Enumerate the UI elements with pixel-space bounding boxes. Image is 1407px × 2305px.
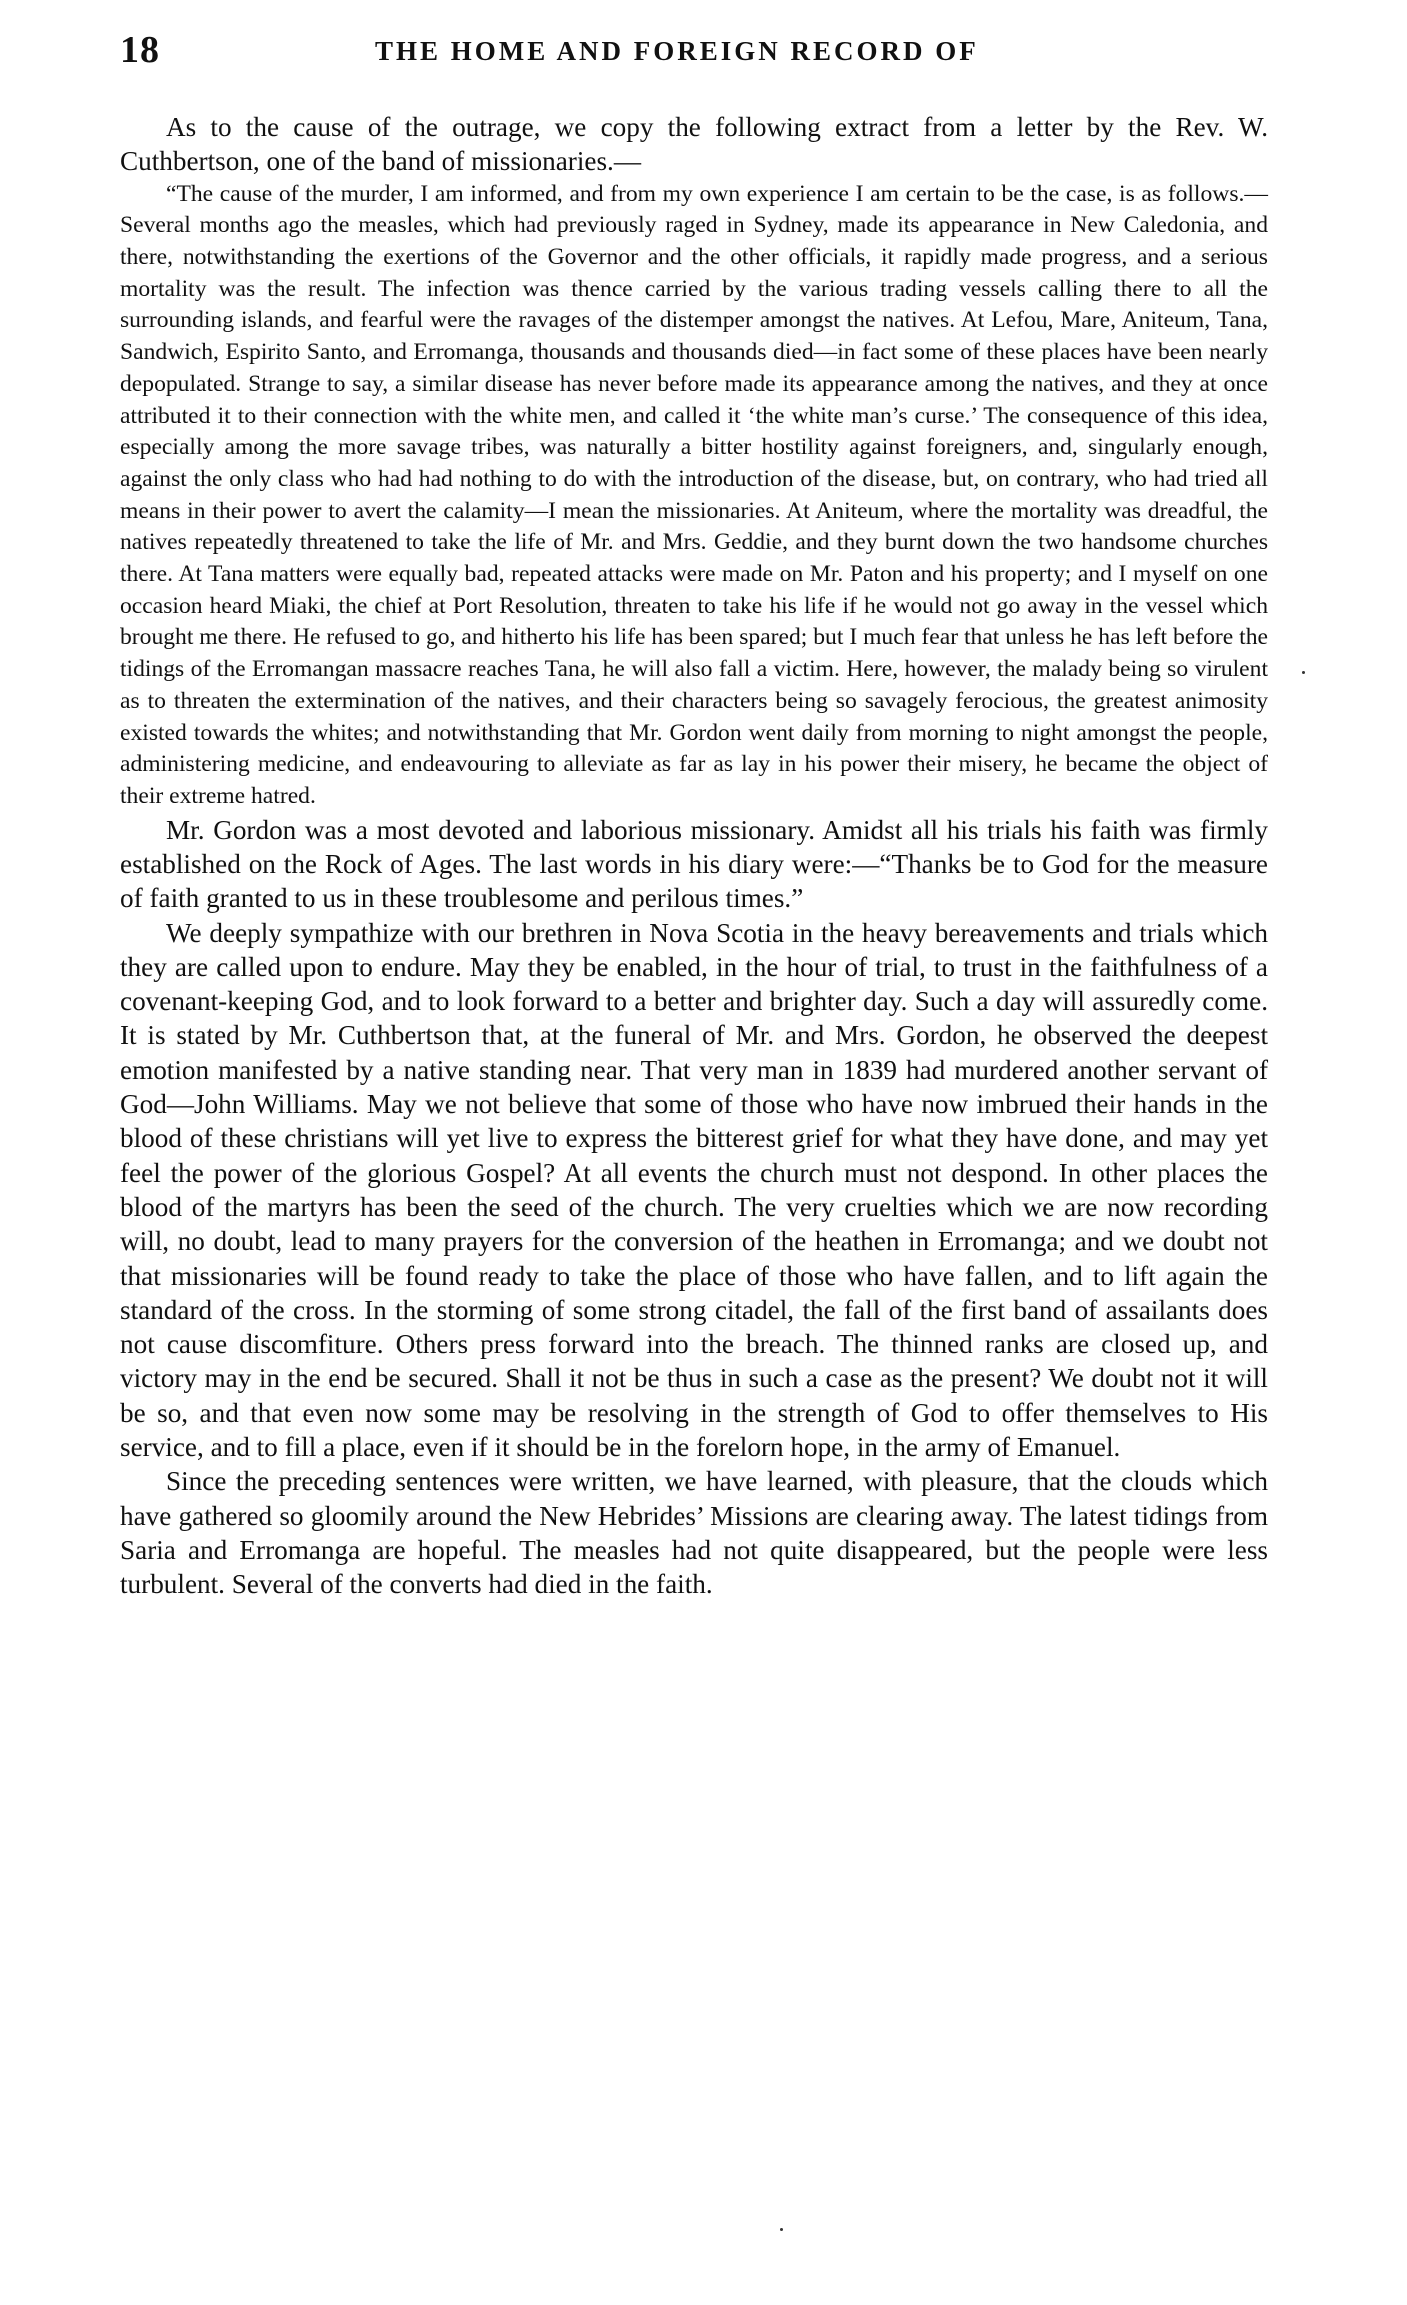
quoted-letter-paragraph: “The cause of the murder, I am informed, and from my own experience I am certain to be the case, is as follows.—Several months ago the measles, which had previously raged in Sydney, made its appearance in New Caledonia, and there, notwithstanding the exertions of the Governor and the other officials, it rapidly made progress, and a serious mortality was the result. The infection was thence carried by the various trading vessels calling there to all the surrounding islands, and fearful were the ravages of the distemper amongst the natives. At Lefou, Mare, Aniteum, Tana, Sandwich, Espirito Santo, and Erromanga, thousands and thousands died—in fact some of these places have been nearly depopulated. Strange to say, a similar disease has never before made its appearance among the natives, and they at once attributed it to their connection with the white men, and called it ‘the white man’s curse.’ The consequence of this idea, especially among the more savage tribes, was naturally a bitter hostility against foreigners, and, singularly enough, against the only class who had had nothing to do with the introduction of the disease, but, on contrary, who had tried all means in their power to avert the calamity—I mean the missionaries. At Aniteum, where the mortality was dreadful, the natives repeatedly threatened to take the life of Mr. and Mrs. Geddie, and they burnt down the two handsome churches there. At Tana matters were equally bad, repeated attacks were made on Mr. Paton and his property; and I myself on one occasion heard Miaki, the chief at Port Resolution, threaten to take his life if he would not go away in the vessel which brought me there. He refused to go, and hitherto his life has been spared; but I much fear that unless he has left before the tidings of the Erromangan massacre reaches Tana, he will also fall a victim. Here, however, the malady being so virulent as to threaten the extermination of the natives, and their characters being so savagely ferocious, the greatest animosity existed towards the whites; and notwithstanding that Mr. Gordon went daily from morning to night amongst the people, administering medicine, and endeavouring to alleviate as far as lay in his power their misery, he became the object of their extreme hatred. bbox=[120, 180, 1268, 809]
paragraph-gordon: Mr. Gordon was a most devoted and laborious missionary. Amidst all his trials his faith was firmly established on the Rock of Ages. The last words in his diary were:—“Thanks be to God for the measure of faith granted to us in these troublesome and perilous times.” bbox=[120, 814, 1268, 914]
paragraph-intro: As to the cause of the outrage, we copy the following extract from a letter by the Rev. W. Cuthbertson, one of the band of missionaries.— bbox=[120, 112, 1268, 177]
page-number: 18 bbox=[120, 29, 160, 71]
stray-ink-mark bbox=[780, 2228, 783, 2231]
stray-ink-mark bbox=[1302, 671, 1305, 674]
paragraph-since: Since the preceding sentences were written, we have learned, with pleasure, that the clouds which have gathered so gloomily around the New Hebrides’ Missions are clearing away. The latest tidings from Saria and Erromanga are hopeful. The measles had not quite disappeared, but the people were less turbulent. Several of the converts had died in the faith. bbox=[120, 1466, 1268, 1600]
page-header bbox=[120, 28, 1270, 88]
running-head: THE HOME AND FOREIGN RECORD OF bbox=[375, 36, 979, 66]
article-body bbox=[120, 110, 1268, 1601]
paragraph-sympathy: We deeply sympathize with our brethren in Nova Scotia in the heavy bereavements and trials which they are called upon to endure. May they be enabled, in the hour of trial, to trust in the faithfulness of a covenant-keeping God, and to look forward to a better and brighter day. Such a day will assuredly come. It is stated by Mr. Cuthbertson that, at the funeral of Mr. and Mrs. Gordon, he observed the deepest emotion manifested by a native standing near. That very man in 1839 had murdered another servant of God—John Williams. May we not believe that some of those who have now imbrued their hands in the blood of these christians will yet live to express the bitterest grief for what they have done, and may yet feel the power of the glorious Gospel? At all events the church must not despond. In other places the blood of the martyrs has been the seed of the church. The very cruelties which we are now recording will, no doubt, lead to many prayers for the conversion of the heathen in Erromanga; and we doubt not that missionaries will be found ready to take the place of those who have fallen, and to lift again the standard of the cross. In the storming of some strong citadel, the fall of the first band of assailants does not cause discomfiture. Others press forward into the breach. The thinned ranks are closed up, and victory may in the end be secured. Shall it not be thus in such a case as the present? We doubt not it will be so, and that even now some may be resolving in the strength of God to offer themselves to His service, and to fill a place, even if it should be in the forelorn hope, in the army of Emanuel. bbox=[120, 917, 1268, 1462]
